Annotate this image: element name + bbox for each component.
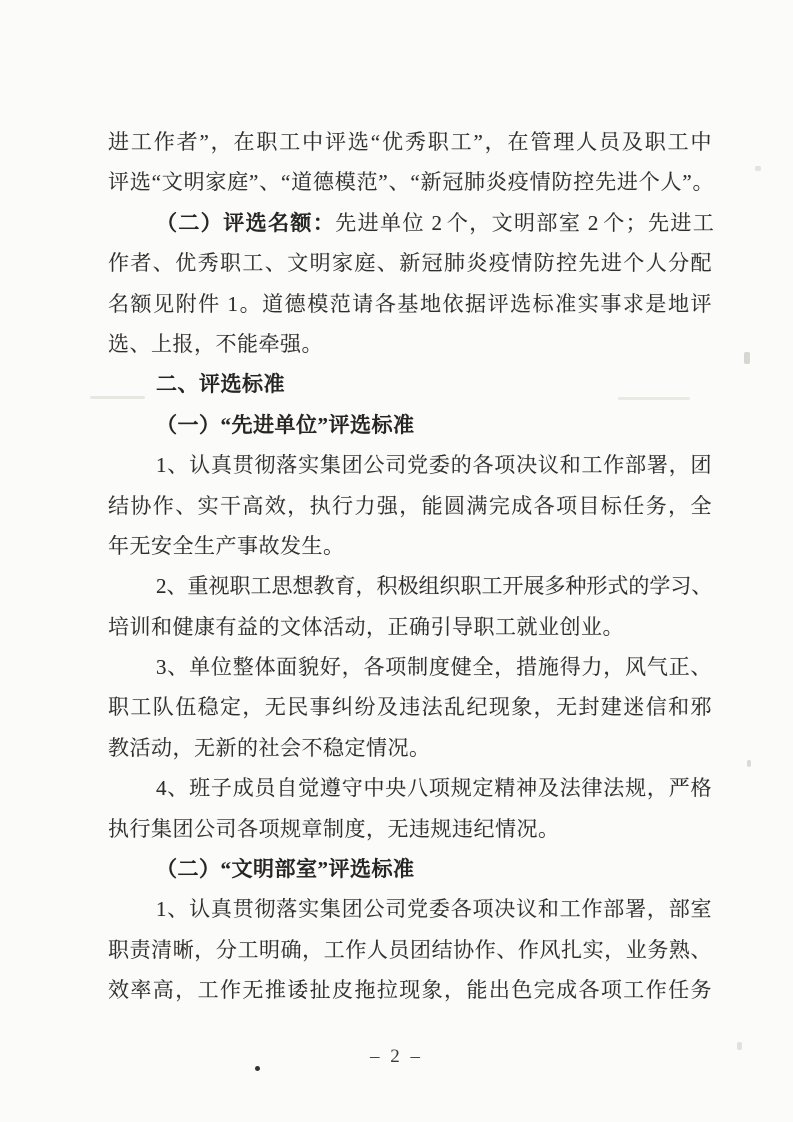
body-text: 先进单位 2 个，文明部室 2 个；先进工	[335, 210, 712, 235]
text-line	[108, 284, 712, 324]
body-text: 作者、优秀职工、文明家庭、新冠肺炎疫情防控先进个人分配	[108, 251, 712, 276]
body-text: 职责清晰，分工明确，工作人员团结协作、作风扎实，业务熟、	[108, 937, 712, 962]
body-text: 教活动，无新的社会不稳定情况。	[108, 735, 431, 760]
scan-artifact-speck	[747, 760, 751, 767]
text-line	[108, 364, 712, 404]
text-line	[108, 122, 712, 162]
text-line	[108, 445, 712, 485]
text-line	[108, 687, 712, 727]
page-number: – 2 –	[370, 1046, 423, 1067]
text-line	[108, 889, 712, 929]
heading-text: （二）评选名额：	[156, 210, 336, 235]
text-line	[108, 607, 712, 647]
text-line	[108, 930, 712, 970]
body-text: 执行集团公司各项规章制度，无违规违纪情况。	[108, 816, 560, 841]
body-text: 2、重视职工思想教育，积极组织职工开展多种形式的学习、	[156, 574, 712, 599]
body-text: 选、上报，不能牵强。	[108, 331, 323, 356]
body-text: 效率高，工作无推诿扯皮拖拉现象，能出色完成各项工作任务	[108, 978, 712, 1003]
body-text: 年无安全生产事故发生。	[108, 533, 345, 558]
text-line	[108, 162, 712, 202]
heading-text: 二、评选标准	[156, 372, 285, 397]
body-text: 结协作、实干高效，执行力强，能圆满完成各项目标任务，全	[108, 493, 712, 518]
text-line	[108, 647, 712, 687]
heading-text: （二）“文明部室”评选标准	[156, 857, 415, 882]
document-body	[108, 122, 712, 1011]
text-line	[108, 405, 712, 445]
body-text: 培训和健康有益的文体活动，正确引导职工就业创业。	[108, 614, 624, 639]
body-text: 进工作者”，在职工中评选“优秀职工”，在管理人员及职工中	[108, 130, 712, 154]
body-text: 4、班子成员自觉遵守中央八项规定精神及法律法规，严格	[156, 776, 712, 801]
text-line	[108, 486, 712, 526]
text-line	[108, 566, 712, 606]
text-line	[108, 970, 712, 1010]
text-line	[108, 526, 712, 566]
text-line	[108, 324, 712, 364]
text-line	[108, 243, 712, 283]
heading-text: （一）“先进单位”评选标准	[156, 412, 415, 437]
body-text: 评选“文明家庭”、“道德模范”、“新冠肺炎疫情防控先进个人”。	[108, 170, 712, 195]
text-line	[108, 203, 712, 243]
body-text: 名额见附件 1。道德模范请各基地依据评选标准实事求是地评	[108, 291, 712, 316]
body-text: 1、认真贯彻落实集团公司党委的各项决议和工作部署，团	[156, 453, 712, 478]
body-text: 1、认真贯彻落实集团公司党委各项决议和工作部署，部室	[156, 897, 712, 922]
scan-artifact-speck	[744, 352, 750, 364]
text-line	[108, 849, 712, 889]
text-line	[108, 728, 712, 768]
text-line	[108, 768, 712, 808]
scan-artifact-speck	[755, 166, 761, 171]
text-line	[108, 809, 712, 849]
body-text: 3、单位整体面貌好，各项制度健全，措施得力，风气正、	[156, 655, 712, 680]
body-text: 职工队伍稳定，无民事纠纷及违法乱纪现象，无封建迷信和邪	[108, 695, 712, 720]
